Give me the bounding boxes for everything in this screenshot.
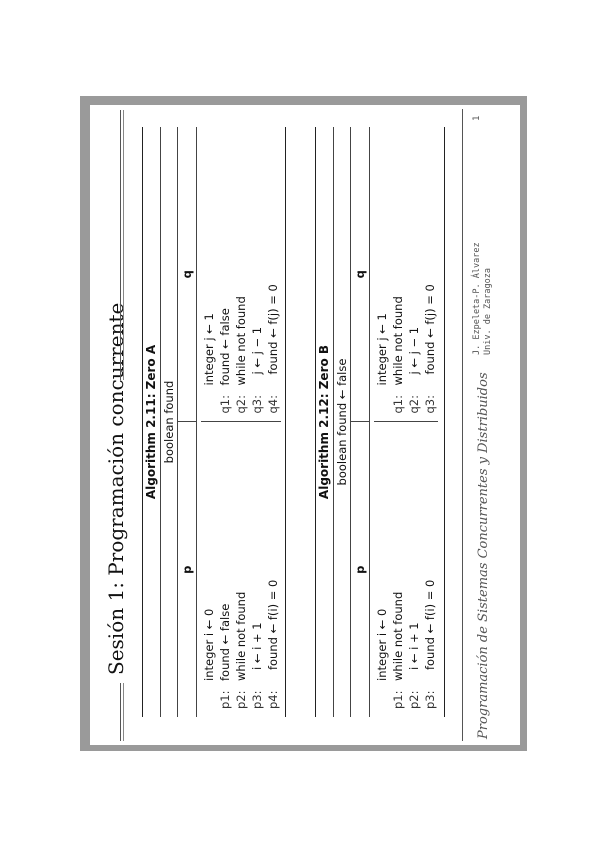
code-line <box>233 127 249 414</box>
line-statement: integer j ← 1 <box>375 313 389 386</box>
code-line <box>249 423 265 710</box>
footer-course-title: Programación de Sistemas Concurrentes y Distribuidos <box>476 372 491 739</box>
slide-title: Sesión 1: Programación concurrente <box>104 302 128 675</box>
line-label: p3: <box>423 690 437 709</box>
line-label: q1: <box>391 395 405 414</box>
line-label <box>201 681 217 709</box>
line-label <box>374 681 390 709</box>
footer-author <box>472 242 494 355</box>
line-label: q1: <box>218 395 232 414</box>
algorithm-heading: Algorithm 2.11: Zero A <box>143 127 161 717</box>
line-statement: j ← j − 1 <box>250 326 264 386</box>
process-q-header: q <box>353 270 367 279</box>
title-rule-right <box>120 110 121 380</box>
code-line <box>217 127 233 414</box>
line-label: p1: <box>391 690 405 709</box>
line-statement: while not found <box>234 296 248 386</box>
line-statement: while not found <box>391 591 405 681</box>
line-statement: found ← f(j) = 0 <box>423 284 437 386</box>
line-statement: found ← f(j) = 0 <box>266 284 280 386</box>
process-p-code <box>374 422 438 718</box>
line-label: p2: <box>407 690 421 709</box>
global-declaration: boolean found <box>161 127 178 717</box>
process-q-code <box>374 127 438 422</box>
line-label: q4: <box>266 395 280 414</box>
algorithm-zero-a <box>142 127 286 717</box>
line-label: q2: <box>234 395 248 414</box>
algorithm-zero-b <box>315 127 445 717</box>
title-rule-left <box>120 683 121 741</box>
line-label: p4: <box>266 690 280 709</box>
line-statement: integer i ← 0 <box>202 608 216 681</box>
code-line <box>249 127 265 414</box>
global-declaration: boolean found ← false <box>334 127 351 717</box>
line-statement: while not found <box>391 296 405 386</box>
code-line <box>374 127 390 414</box>
line-label: q3: <box>250 395 264 414</box>
line-label: p1: <box>218 690 232 709</box>
code-line <box>265 127 281 414</box>
footer-author-names: J. Ezpeleta-P. Álvarez <box>472 242 482 355</box>
line-label <box>201 386 217 414</box>
process-q-code <box>201 127 281 422</box>
process-header-row <box>178 127 197 717</box>
code-line <box>406 127 422 414</box>
code-line <box>233 423 249 710</box>
code-line <box>390 127 406 414</box>
line-label: q2: <box>407 395 421 414</box>
process-q-header: q <box>180 270 194 279</box>
slide <box>90 105 520 745</box>
code-line <box>390 423 406 710</box>
footer-university: Univ. de Zaragoza <box>483 268 493 355</box>
code-line <box>374 423 390 710</box>
page-number: 1 <box>472 115 482 121</box>
line-label: q3: <box>423 395 437 414</box>
line-statement: found ← f(i) = 0 <box>423 579 437 681</box>
line-statement: found ← false <box>218 603 232 681</box>
process-p-header: p <box>351 422 369 718</box>
footer-rule <box>462 109 463 741</box>
process-p-header: p <box>178 422 196 718</box>
process-header-row <box>351 127 370 717</box>
line-statement: i ← i + 1 <box>407 622 421 681</box>
line-statement: while not found <box>234 591 248 681</box>
code-line <box>406 423 422 710</box>
code-line <box>265 423 281 710</box>
line-statement: found ← false <box>218 308 232 386</box>
process-p-code <box>201 422 281 718</box>
line-statement: integer i ← 0 <box>375 608 389 681</box>
code-line <box>422 423 438 710</box>
line-statement: j ← j − 1 <box>407 326 421 386</box>
algorithm-heading: Algorithm 2.12: Zero B <box>316 127 334 717</box>
line-statement: i ← i + 1 <box>250 622 264 681</box>
title-rule-left-2 <box>123 683 124 741</box>
code-line <box>201 127 217 414</box>
line-label: p2: <box>234 690 248 709</box>
process-body-row <box>370 127 438 717</box>
title-rule-right-2 <box>123 110 124 380</box>
code-line <box>217 423 233 710</box>
line-statement: found ← f(i) = 0 <box>266 579 280 681</box>
line-statement: integer j ← 1 <box>202 313 216 386</box>
code-line <box>201 423 217 710</box>
line-label <box>374 386 390 414</box>
code-line <box>422 127 438 414</box>
line-label: p3: <box>250 690 264 709</box>
process-body-row <box>197 127 281 717</box>
